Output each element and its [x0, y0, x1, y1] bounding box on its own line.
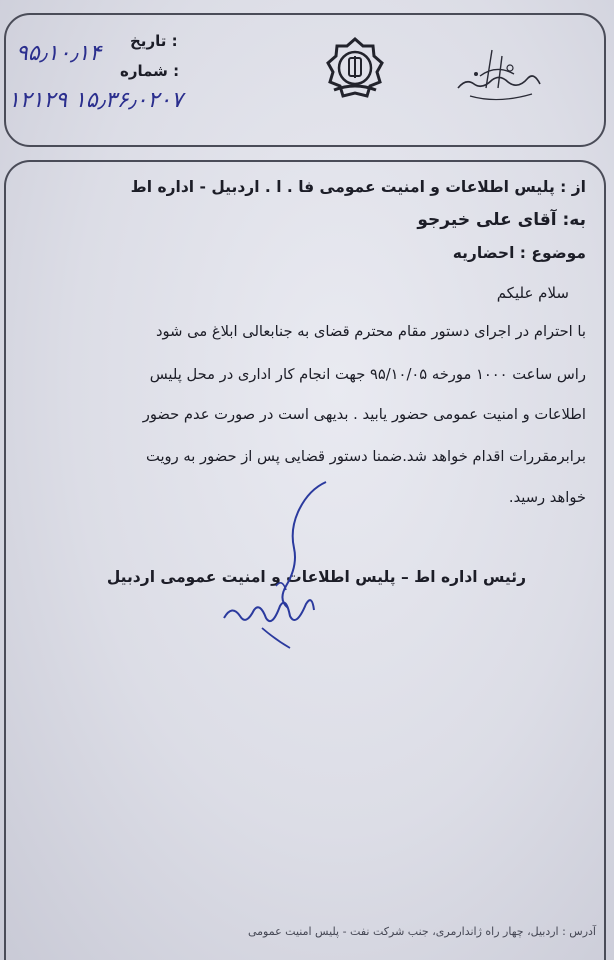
bismillah-calligraphy-icon [452, 44, 544, 106]
greeting: سلام علیکم [496, 284, 569, 302]
body-line: راس ساعت ۱۰۰۰ مورخه ۹۵/۱۰/۰۵ جهت انجام کار اداری در محل پلیس [149, 366, 586, 383]
body-line: برابرمقررات اقدام خواهد شد.ضمنا دستور قضایی پس از حضور به رویت [146, 448, 586, 465]
body-line: با احترام در اجرای دستور مقام محترم قضای به جنابعالی ابلاغ می شود [155, 323, 586, 340]
letter-subject: موضوع : احضاریه [452, 244, 586, 262]
body-line: خواهد رسید. [508, 489, 586, 506]
body-line: اطلاعات و امنیت عمومی حضور یابید . بدیهی است در صورت عدم حضور [142, 406, 586, 423]
date-label: تاریخ : [130, 32, 178, 50]
footer-address: آدرس : اردبیل، چهار راه ژاندارمری، جنب شرکت نفت - پلیس امنیت عمومی [248, 925, 596, 938]
number-value: ۱۲۱۲۹ ۱۵٫۳۶٫۰۲۰۷ [8, 88, 183, 113]
handwritten-signature [216, 478, 336, 656]
date-value: ۹۵٫۱۰٫۱۴ [16, 41, 102, 66]
signatory-title: رئیس اداره اط – پلیس اطلاعات و امنیت عمومی اردبیل [106, 568, 526, 586]
letter-from: از : پلیس اطلاعات و امنیت عمومی فا . ا . اردبیل - اداره اط [130, 178, 586, 196]
number-label: شماره : [120, 62, 180, 80]
letter-recipient: به: آقای علی خیرجو [417, 210, 586, 230]
police-emblem-icon [322, 36, 388, 102]
